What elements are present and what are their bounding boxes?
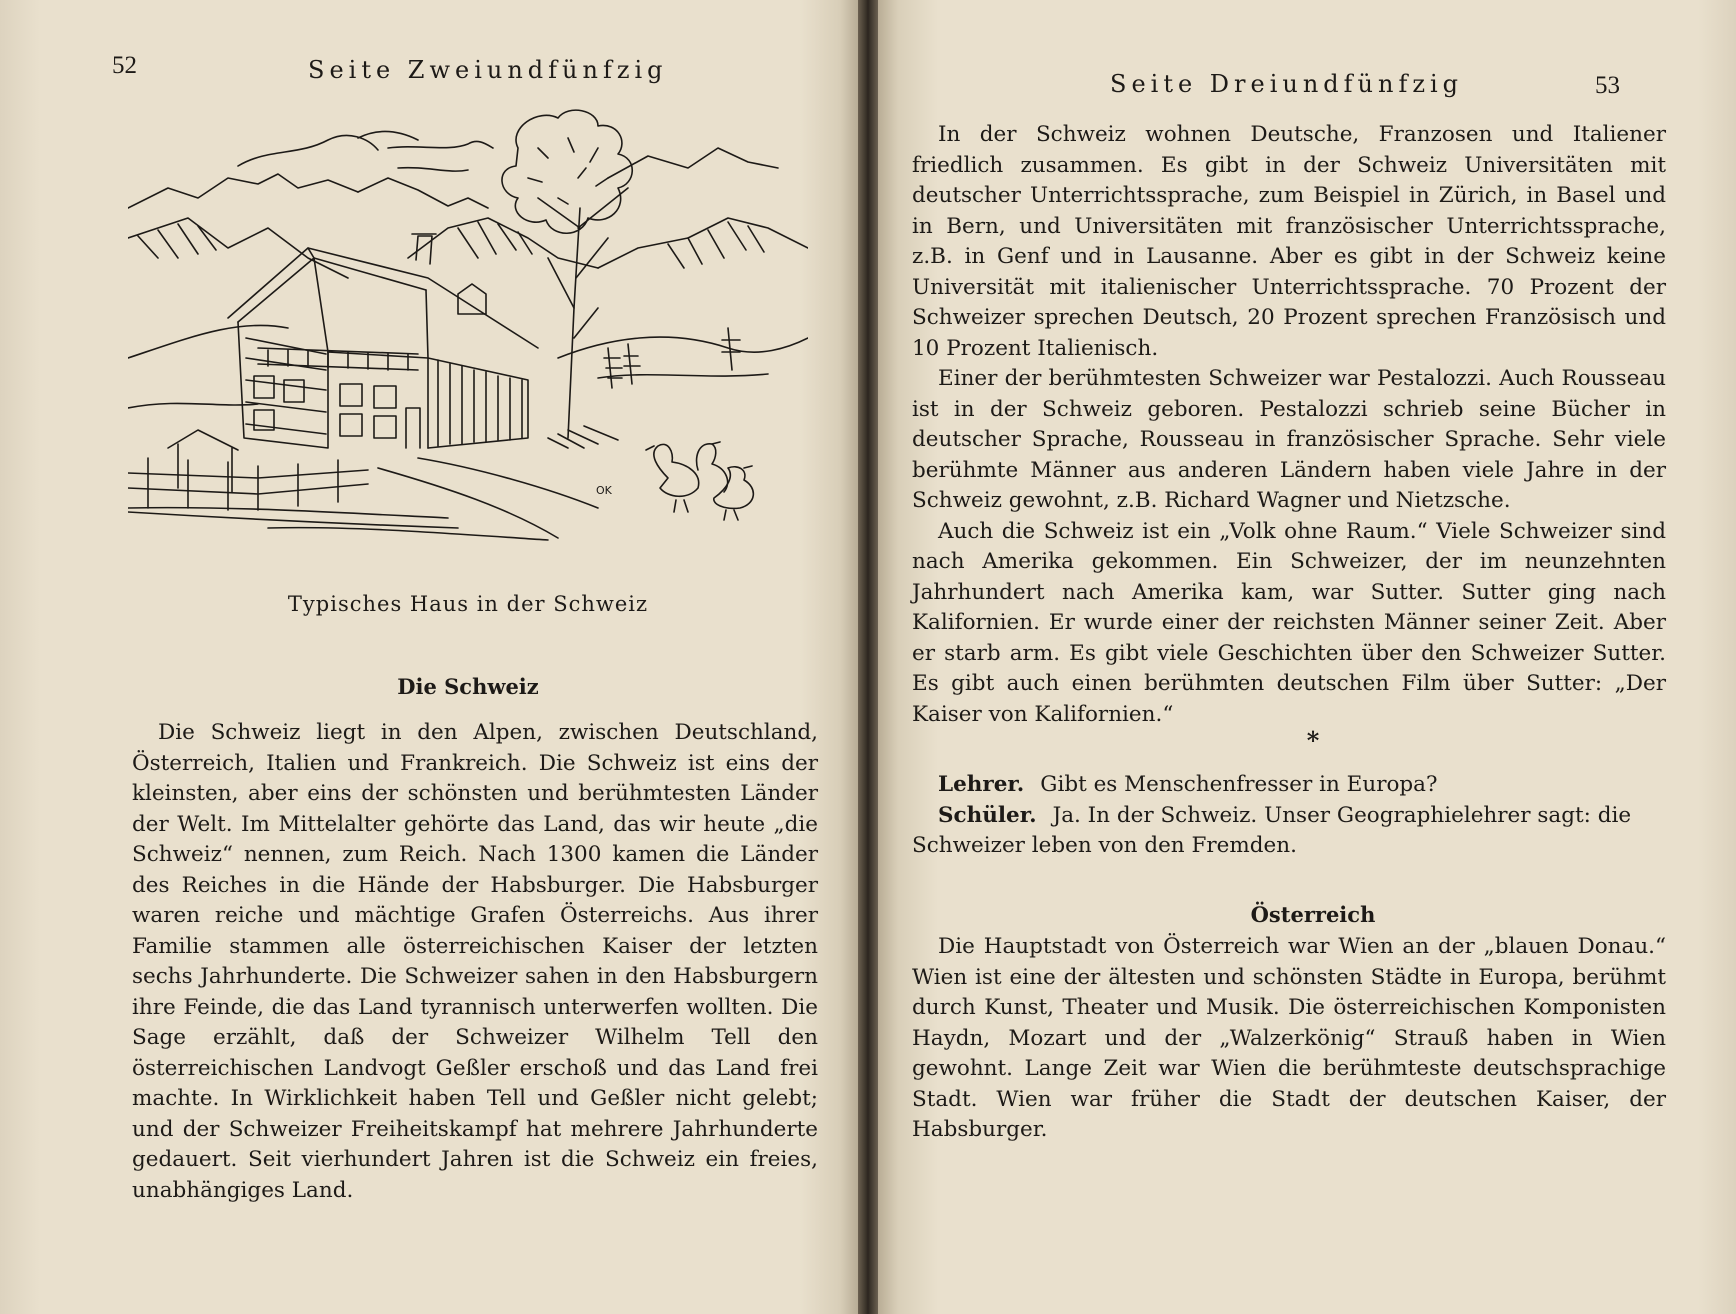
book-gutter [858, 0, 878, 1314]
dialog-speaker: Schüler. [938, 802, 1037, 828]
section-heading: Österreich [1250, 902, 1376, 927]
dialog-line [912, 770, 1666, 801]
body-text [912, 932, 1666, 1146]
section-heading: Die Schweiz [397, 674, 539, 699]
body-text [132, 718, 818, 1206]
dialog-text: Gibt es Menschenfresser in Europa? [1040, 772, 1438, 797]
right-page [878, 0, 1736, 1314]
body-text [912, 120, 1666, 730]
left-page [0, 0, 858, 1314]
page-number: 53 [1595, 72, 1620, 99]
illustration-caption: Typisches Haus in der Schweiz [287, 592, 649, 616]
swiss-house-illustration [128, 108, 808, 578]
dialog-speaker: Lehrer. [938, 772, 1025, 797]
dialog [912, 770, 1666, 862]
dialog-line [912, 801, 1666, 862]
paragraph: Auch die Schweiz ist ein „Volk ohne Raum.“ Viele Schweizer sind nach Amerika gekommen. Ein Schweizer, der im neunzehnten Jahrhundert nach Amerika kam, war Sutter. Sutter ging nach Kalifornien. Er wurde einer der reichsten Männer seiner Zeit. Aber er starb arm. Es gibt viele Geschichten über den Schweizer Sutter. Es gibt auch einen berühmten deutschen Film über Sutter: „Der Kaiser von Kalifornien.“ [912, 518, 1666, 727]
paragraph: Die Hauptstadt von Österreich war Wien an der „blauen Donau.“ Wien ist eine der ältesten und schönsten Städte in Europa, berühmt durch Kunst, Theater und Musik. Die österreichischen Komponisten Haydn, Mozart und der „Walzerkönig“ Strauß haben in Wien gewohnt. Lange Zeit war Wien die berühmteste deutschsprachige Stadt. Wien war früher die Stadt der deutschen Kaiser, der Habsburger. [912, 934, 1666, 1142]
paragraph: Einer der berühmtesten Schweizer war Pestalozzi. Auch Rousseau ist in der Schweiz geboren. Pestalozzi schrieb seine Bücher in deutscher Sprache, Rousseau in französischer Sprache. Sehr viele berühmte Männer aus anderen Ländern haben viele Jahre in der Schweiz gewohnt, z.B. Richard Wagner und Nietzsche. [912, 366, 1666, 513]
paragraph: Die Schweiz liegt in den Alpen, zwischen Deutschland, Österreich, Italien und Frankreich. Die Schweiz ist eins der kleinsten, aber eins der schönsten und berühmtesten Länder der Welt. Im Mittelalter gehörte das Land, das wir heute „die Schweiz“ nennen, zum Reich. Nach 1300 kamen die Länder des Reiches in die Hände der Habsburger. Die Habsburger waren reiche und mächtige Grafen Österreichs. Aus ihrer Familie stammen alle österreichischen Kaiser der letzten sechs Jahrhunderte. Die Schweizer sahen in den Habsburgern ihre Feinde, die das Land tyrannisch unterwerfen wollten. Die Sage erzählt, daß der Schweizer Wilhelm Tell den österreichischen Landvogt Geßler erschoß und das Land frei machte. In Wirklichkeit haben Tell und Geßler nicht gelebt; und der Schweizer Freiheitskampf hat mehrere Jahrhunderte gedauert. Seit vierhundert Jahren ist die Schweiz ein freies, unabhängiges Land. [132, 720, 818, 1203]
dialog-text: Ja. In der Schweiz. Unser Geographielehrer sagt: die Schweizer leben von den Fremden. [912, 802, 1632, 858]
section-separator: * [1306, 726, 1320, 755]
running-head: Seite Dreiundfünfzig [1110, 70, 1464, 98]
illustration-signature: OK [596, 484, 612, 497]
paragraph: In der Schweiz wohnen Deutsche, Franzosen und Italiener friedlich zusammen. Es gibt in der Schweiz Universitäten mit deutscher Unterrichtssprache, zum Beispiel in Zürich, in Basel und in Bern, und Universitäten mit französischer Unterrichtssprache, z.B. in Genf und in Lausanne. Aber es gibt in der Schweiz keine Universität mit italienischer Unterrichtssprache. 70 Prozent der Schweizer sprechen Deutsch, 20 Prozent sprechen Französisch und 10 Prozent Italienisch. [912, 122, 1666, 361]
page-number: 52 [112, 52, 137, 79]
running-head: Seite Zweiundfünfzig [308, 56, 668, 84]
